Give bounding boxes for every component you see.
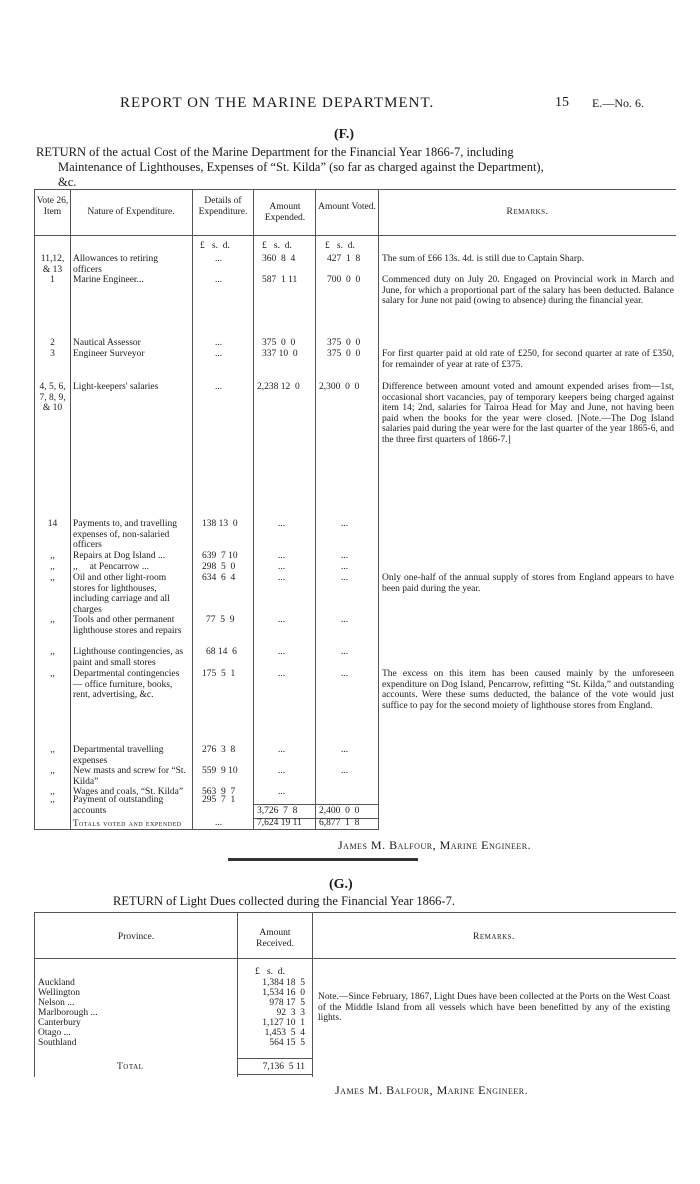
expended-amount: 337 10 0 [262, 349, 298, 359]
document-number: E.—No. 6. [592, 96, 644, 110]
details-amount: 295 7 1 [202, 795, 236, 805]
province-name: Southland [38, 1038, 77, 1048]
expended-amount: ... [278, 766, 286, 776]
currency-header: £ s. d. [255, 967, 285, 977]
vote-item: 4, 5, 6, 7, 8, 9, & 10 [39, 382, 66, 413]
voted-amount: ... [341, 669, 349, 679]
table-g-col-rule [237, 912, 238, 1077]
voted-amount: ... [341, 647, 349, 657]
remark: Difference between amount voted and amount expended arises from—1st, occasional short vacancies, pay of temporary keepers being charged against item 14; 2nd, salaries for Tairoa Head for May and June, not having been paid when the books for the year were closed. [Note.—The Dog Island salaries paid during the year were for the last quarter of the year 1865-6, and the three first quarters of 1866-7.] [382, 382, 674, 445]
vote-item: ,, [50, 615, 55, 625]
remark: Commenced duty on July 20. Engaged on Provincial work in March and June, for which a proportional part of the salary has been deducted. Balance salary for June not paid (owing to absence) during the financial year. [382, 275, 674, 306]
voted-amount: ... [341, 766, 349, 776]
voted-amount: ... [341, 615, 349, 625]
voted-amount: ... [341, 519, 349, 529]
voted-amount: ... [341, 573, 349, 583]
voted-amount: ... [341, 745, 349, 755]
section-f-caption-3: &c. [58, 175, 77, 189]
table-g-total-rule [238, 1074, 312, 1075]
nature-of-expenditure: Payment of outstanding accounts [73, 795, 164, 816]
col-header-details: Details of Expenditure. [198, 196, 248, 217]
vote-item: 11,12, & 13 [40, 254, 65, 275]
section-g-signature: James M. Balfour, Marine Engineer. [335, 1083, 529, 1097]
table-f-header-rule [34, 235, 676, 236]
remark: For first quarter paid at old rate of £250, for second quarter at rate of £350, for remainder of year at rate of £375. [382, 349, 674, 370]
table-g-top-rule [34, 912, 676, 913]
details-amount: 634 6 4 [202, 573, 236, 583]
nature-of-expenditure: Lighthouse contingencies, as paint and small stores [73, 647, 184, 668]
section-f-caption-2: Maintenance of Lighthouses, Expenses of “St. Kilda” (so far as charged against the Department), [58, 160, 544, 174]
totals-voted: 6,877 1 8 [319, 818, 360, 828]
nature-of-expenditure: Light-keepers' salaries [73, 382, 159, 392]
nature-of-expenditure: Tools and other permanent lighthouse stores and repairs [73, 615, 182, 636]
expended-amount: ... [278, 787, 286, 797]
voted-amount: 2,400 0 0 [319, 806, 360, 816]
table-f-subtotal-rule [254, 804, 378, 805]
vote-item: ,, [50, 787, 55, 797]
table-f-col-rule [192, 189, 193, 829]
table-f-col-rule [315, 189, 316, 829]
voted-amount: 375 0 0 [327, 349, 361, 359]
table-f-bottom-rule [34, 829, 379, 830]
vote-item: ,, [50, 766, 55, 776]
section-f-caption-1: RETURN of the actual Cost of the Marine Department for the Financial Year 1866-7, including [36, 145, 514, 159]
vote-item: ,, [50, 573, 55, 583]
voted-amount: ... [341, 562, 349, 572]
nature-of-expenditure: Allowances to retiring officers [73, 254, 158, 275]
remark: The sum of £66 13s. 4d. is still due to Captain Sharp. [382, 254, 585, 264]
nature-of-expenditure: Oil and other light-room stores for lighthouses, including carriage and all charges [73, 573, 170, 615]
currency-header: £ s. d. [262, 241, 292, 251]
section-f-label: (F.) [334, 127, 355, 142]
details-amount: 559 9 10 [202, 766, 238, 776]
details-amount: 138 13 0 [202, 519, 238, 529]
expended-amount: ... [278, 615, 286, 625]
nature-of-expenditure: Departmental contingencies — office furniture, books, rent, advertising, &c. [73, 669, 180, 700]
col-header-nature: Nature of Expenditure. [87, 207, 175, 217]
remark: The excess on this item has been caused mainly by the unforeseen expenditure on Dog Island, Pencarrow, refitting “St. Kilda,” and outstanding accounts. Were these sums deducted, the balance of the vote would just suffice to pay for the second moiety of lighthouse stores from England. [382, 669, 674, 711]
expended-amount: ... [278, 551, 286, 561]
province-amount: 564 15 5 [269, 1038, 305, 1048]
province-name: Wellington [38, 988, 80, 998]
expended-amount: 587 1 11 [262, 275, 298, 285]
details-amount: 563 9 7 [202, 787, 236, 797]
totals-label: Totals voted and expended [73, 818, 182, 828]
vote-item: ,, [50, 669, 55, 679]
table-g-left-rule [34, 912, 35, 1077]
col-header-vote: Vote 26, Item [36, 196, 69, 217]
expended-amount: ... [278, 573, 286, 583]
expended-amount: 3,726 7 8 [257, 806, 298, 816]
province-amount: 92 3 3 [276, 1008, 305, 1018]
nature-of-expenditure: Departmental travelling expenses [73, 745, 164, 766]
vote-item: ,, [50, 647, 55, 657]
nature-of-expenditure: Payments to, and travelling expenses of, non-salaried officers [73, 519, 177, 550]
details-amount: ... [215, 338, 223, 348]
section-g-caption: RETURN of Light Dues collected during the Financial Year 1866-7. [113, 894, 455, 908]
nature-of-expenditure: Repairs at Dog Island ... [73, 551, 166, 561]
remark: Only one-half of the annual supply of stores from England appears to have been paid during the year. [382, 573, 674, 594]
table-f-col-rule [378, 189, 379, 829]
table-f-col-rule [70, 189, 71, 829]
col-header-remarks: Remarks. [473, 932, 515, 942]
col-header-remarks: Remarks. [506, 207, 549, 217]
table-f-col-rule [253, 189, 254, 829]
details-amount: ... [215, 254, 223, 264]
expended-amount: ... [278, 647, 286, 657]
section-g-label: (G.) [329, 877, 353, 892]
total-label: Total [117, 1062, 144, 1072]
col-header-province: Province. [117, 932, 155, 942]
table-f-top-rule [34, 189, 676, 190]
province-name: Marlborough ... [38, 1008, 98, 1018]
expended-amount: ... [278, 519, 286, 529]
details-amount: 639 7 10 [202, 551, 238, 561]
table-f-left-rule [34, 189, 35, 829]
province-amount: 1,127 10 1 [262, 1018, 305, 1028]
details-amount: 68 14 6 [206, 647, 237, 657]
totals-expended: 7,624 19 11 [257, 818, 302, 828]
page-number: 15 [555, 95, 569, 110]
province-name: Auckland [38, 978, 75, 988]
vote-item: 14 [47, 519, 58, 529]
col-header-voted: Amount Voted. [318, 202, 376, 212]
vote-item: ,, [50, 745, 55, 755]
voted-amount: 700 0 0 [327, 275, 361, 285]
nature-of-expenditure: Engineer Surveyor [73, 349, 145, 359]
details-amount: 298 5 0 [202, 562, 236, 572]
province-name: Canterbury [38, 1018, 81, 1028]
details-amount: 175 5 1 [202, 669, 236, 679]
vote-item: 3 [50, 349, 55, 359]
expended-amount: 360 8 4 [262, 254, 296, 264]
nature-of-expenditure: Marine Engineer... [73, 275, 144, 285]
total-amount: 7,136 5 11 [262, 1062, 305, 1072]
currency-header: £ s. d. [200, 241, 230, 251]
province-amount: 1,453 5 4 [264, 1028, 305, 1038]
col-header-amount: Amount Received. [256, 928, 294, 949]
table-g-sum-rule [238, 1058, 312, 1059]
totals-details: ... [215, 818, 223, 828]
nature-of-expenditure: Wages and coals, “St. Kilda” [73, 787, 184, 797]
voted-amount: 427 1 8 [327, 254, 361, 264]
voted-amount: 2,300 0 0 [319, 382, 360, 392]
expended-amount: ... [278, 562, 286, 572]
province-amount: 978 17 5 [269, 998, 305, 1008]
vote-item: 1 [50, 275, 55, 285]
vote-item: ,, [50, 551, 55, 561]
nature-of-expenditure: New masts and screw for “St. Kilda” [73, 766, 186, 787]
voted-amount: ... [341, 551, 349, 561]
expended-amount: 375 0 0 [262, 338, 296, 348]
currency-header: £ s. d. [325, 241, 355, 251]
details-amount: ... [215, 349, 223, 359]
page-header-title: REPORT ON THE MARINE DEPARTMENT. [120, 95, 435, 111]
expended-amount: ... [278, 745, 286, 755]
table-g-col-rule [312, 912, 313, 1077]
details-amount: 77 5 9 [206, 615, 235, 625]
expended-amount: ... [278, 669, 286, 679]
section-divider [228, 858, 418, 861]
details-amount: 276 3 8 [202, 745, 236, 755]
details-amount: ... [215, 382, 223, 392]
nature-of-expenditure: ,, at Pencarrow ... [73, 562, 149, 572]
table-g-header-rule [34, 958, 676, 959]
province-amount: 1,384 18 5 [262, 978, 305, 988]
section-f-signature: James M. Balfour, Marine Engineer. [338, 838, 532, 852]
vote-item: ,, [50, 562, 55, 572]
voted-amount: 375 0 0 [327, 338, 361, 348]
light-dues-remark: Note.—Since February, 1867, Light Dues have been collected at the Ports on the West Coast of the Middle Island from all vessels which have been benefitted by any of the existing lights. [318, 992, 670, 1023]
nature-of-expenditure: Nautical Assessor [73, 338, 141, 348]
expended-amount: 2,238 12 0 [257, 382, 300, 392]
province-name: Nelson ... [38, 998, 75, 1008]
col-header-expended: Amount Expended. [264, 202, 306, 223]
vote-item: 2 [50, 338, 55, 348]
details-amount: ... [215, 275, 223, 285]
vote-item: ,, [50, 795, 55, 805]
province-amount: 1,534 16 0 [262, 988, 305, 998]
province-name: Otago ... [38, 1028, 71, 1038]
